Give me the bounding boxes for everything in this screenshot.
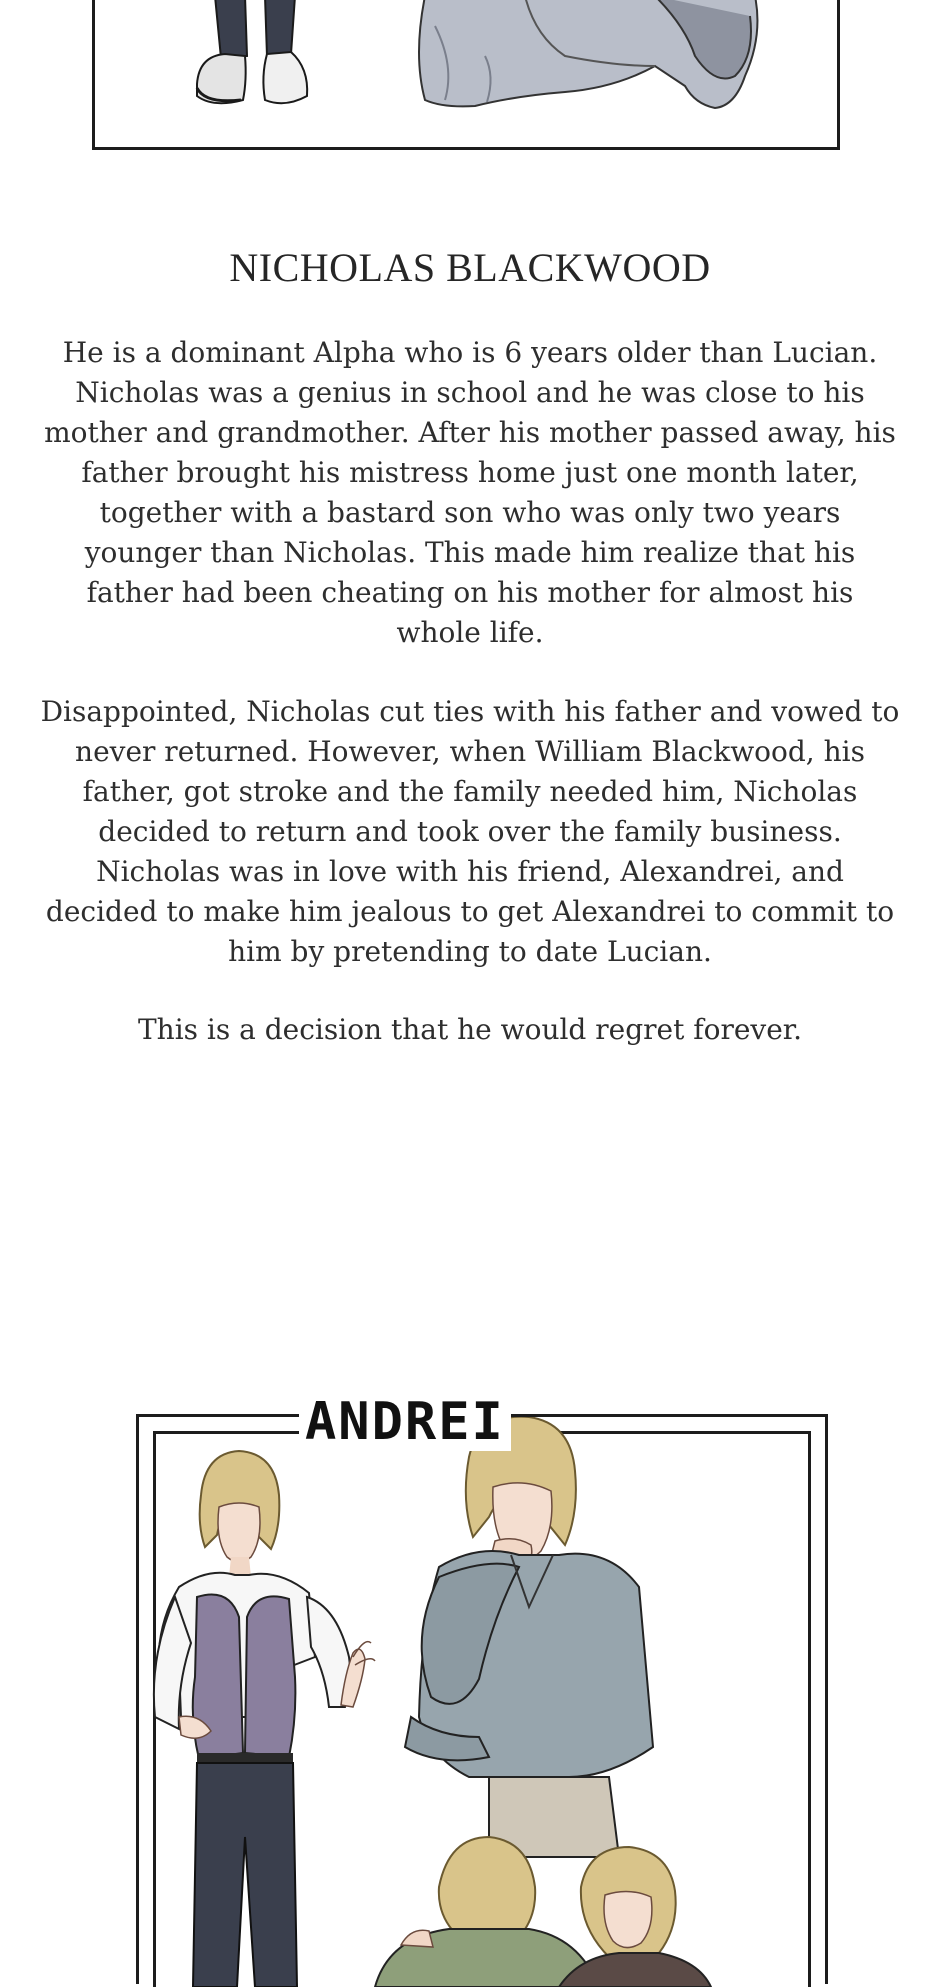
character-illustration-art [139,1417,831,1987]
character-illustration-panel [136,1392,828,1984]
panel-title-plate [299,1393,511,1451]
bio-paragraph-3: This is a decision that he would regret forever. [137,1013,803,1046]
panel-title: ANDREI [305,1392,505,1452]
character-name: NICHOLAS BLACKWOOD [229,245,711,290]
bio-paragraph-1: He is a dominant Alpha who is 6 years older than Lucian. Nicholas was a genius in school and he was close to his mother and grandmother. After his mother passed away, his father brought his mistress home just one month later, together with a bastard son who was only two years younger than Nicholas. This made him realize that his father had been cheating on his mother for almost his whole life. [44,336,896,649]
bio-paragraph-2: Disappointed, Nicholas cut ties with his father and vowed to never returned. However, when William Blackwood, his father, got stroke and the family needed him, Nicholas decided to return and took over the family business. Nicholas was in love with his friend, Alexandrei, and decided to make him jealous to get Alexandrei to commit to him by pretending to date Lucian. [40,695,900,968]
top-illustration-art [95,0,840,150]
top-illustration-panel [92,0,840,150]
